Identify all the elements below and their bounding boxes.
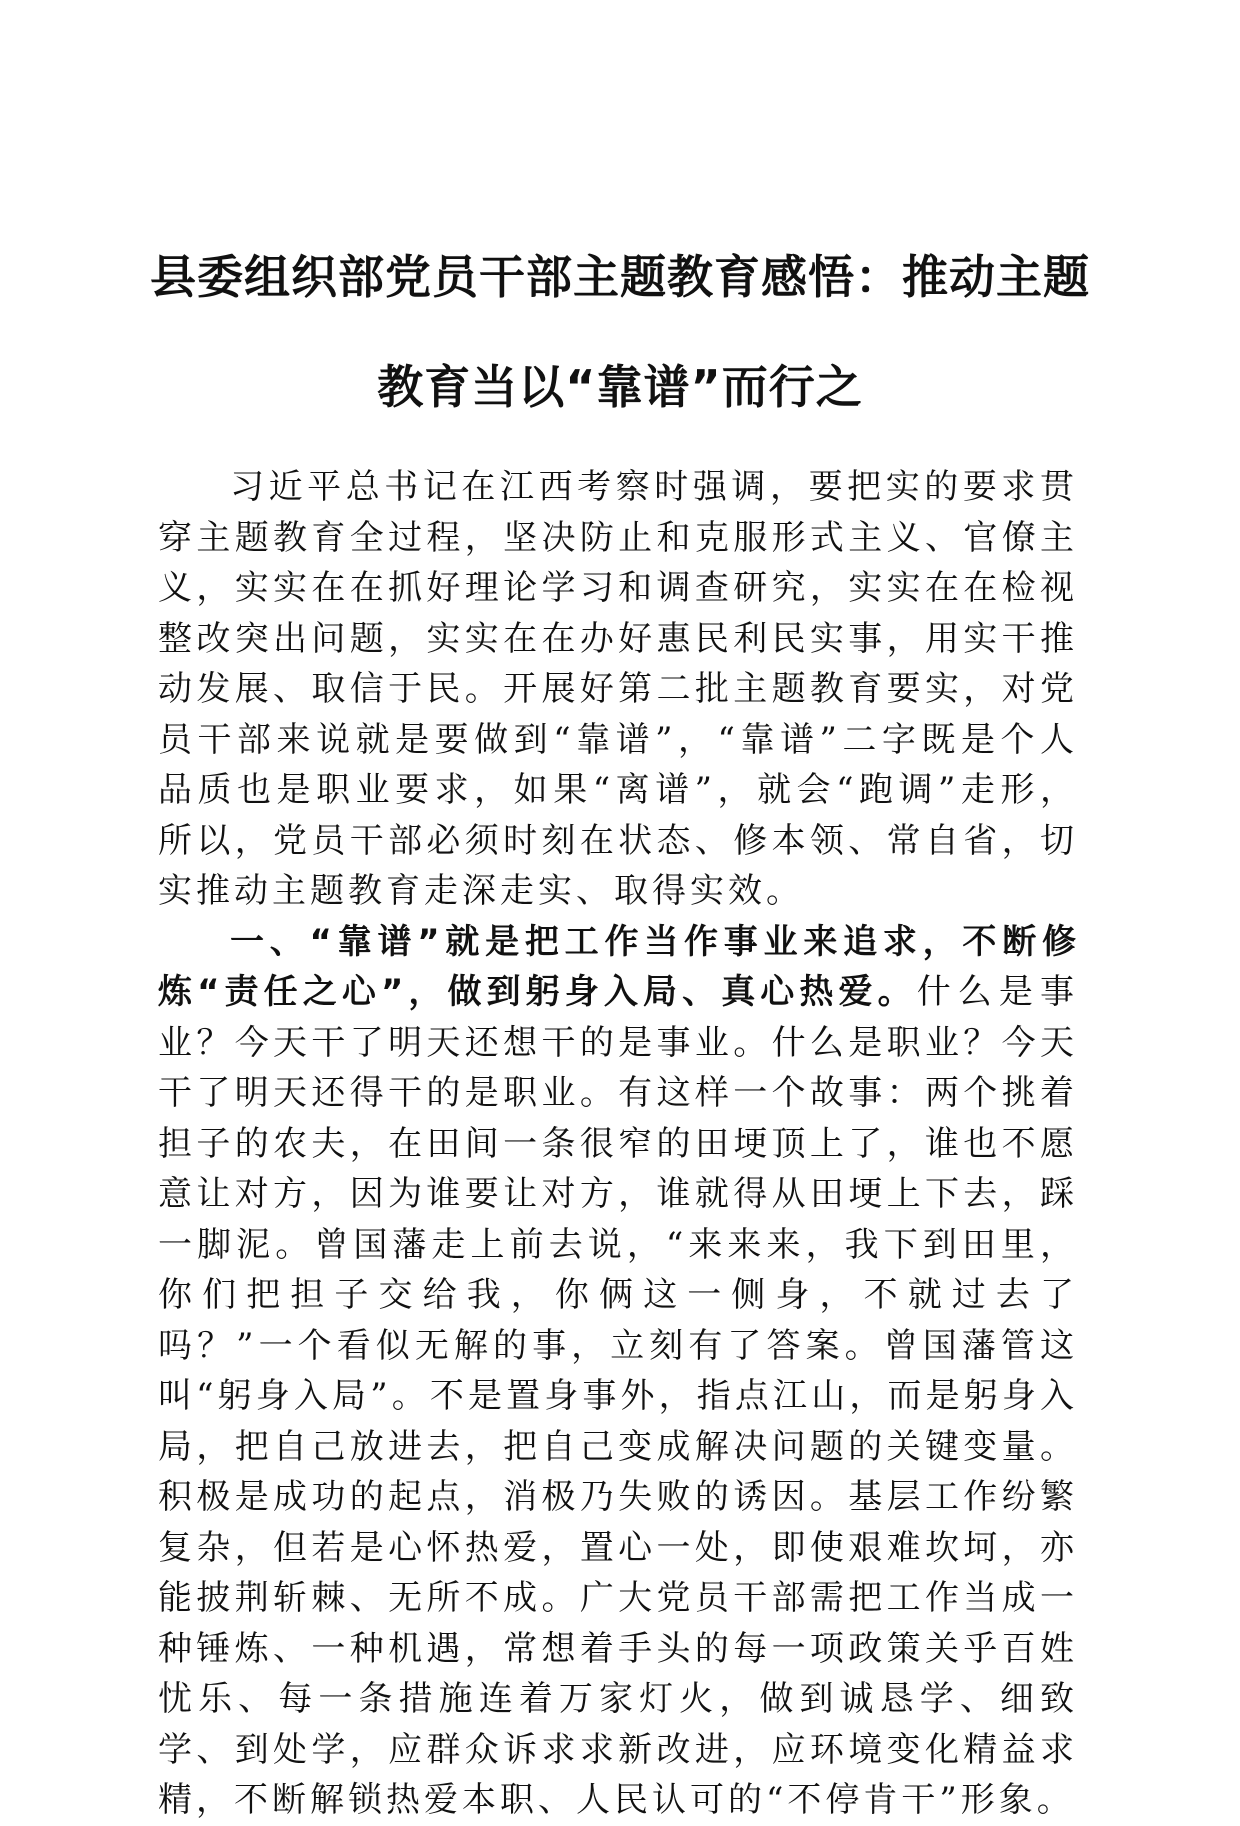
section-one-paragraph <box>158 917 1078 1826</box>
section-one-heading: 一、“靠谱”就是把工作当作事业来追求，不断修炼“责任之心”，做到躬身入局、真心热爱。 <box>158 921 1078 1012</box>
document-body <box>158 462 1078 1826</box>
intro-paragraph-text: 习近平总书记在江西考察时强调，要把实的要求贯穿主题教育全过程，坚决防止和克服形式主义、官僚主义，实实在在抓好理论学习和调查研究，实实在在检视整改突出问题，实实在在办好惠民利民实事，用实干推动发展、取信于民。开展好第二批主题教育要实，对党员干部来说就是要做到“靠谱”，“靠谱”二字既是个人品质也是职业要求，如果“离谱”，就会“跑调”走形，所以，党员干部必须时刻在状态、修本领、常自省，切实推动主题教育走深走实、取得实效。 <box>158 467 1078 911</box>
section-one-text: 什么是事业？今天干了明天还想干的是事业。什么是职业？今天干了明天还得干的是职业。有这样一个故事：两个挑着担子的农夫，在田间一条很窄的田埂顶上了，谁也不愿意让对方，因为谁要让对方，谁就得从田埂上下去，踩一脚泥。曾国藩走上前去说，“来来来，我下到田里，你们把担子交给我，你俩这一侧身，不就过去了吗？”一个看似无解的事，立刻有了答案。曾国藩管这叫“躬身入局”。不是置身事外，指点江山，而是躬身入局，把自己放进去，把自己变成解决问题的关键变量。积极是成功的起点，消极乃失败的诱因。基层工作纷繁复杂，但若是心怀热爱，置心一处，即使艰难坎坷，亦能披荆斩棘、无所不成。广大党员干部需把工作当成一种锤炼、一种机遇，常想着手头的每一项政策关乎百姓忧乐、每一条措施连着万家灯火，做到诚恳学、细致学、到处学，应群众诉求求新改进，应环境变化精益求精，不断解锁热爱本职、人民认可的“不停肯干”形象。 <box>158 972 1078 1820</box>
title-line-1: 县委组织部党员干部主题教育感悟：推动主题 <box>150 250 1090 304</box>
title-line-2: 教育当以“靠谱”而行之 <box>377 360 863 414</box>
document-title <box>150 222 1090 442</box>
intro-paragraph <box>158 462 1078 917</box>
